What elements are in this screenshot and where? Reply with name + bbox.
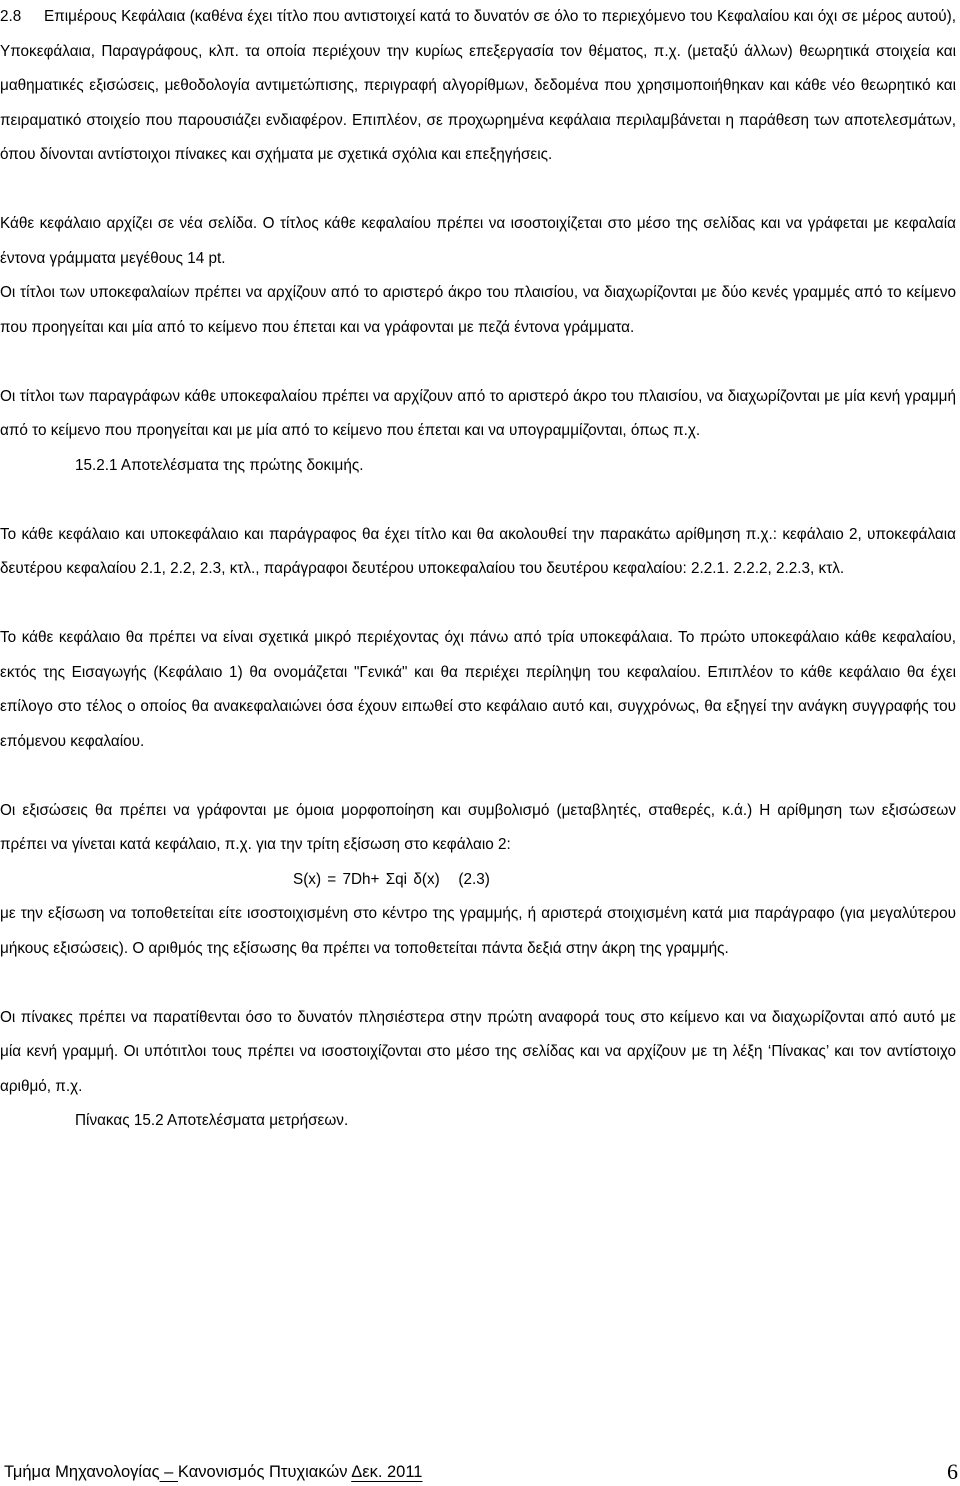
footer-regulation: Κανονισμός Πτυχιακών bbox=[177, 1463, 348, 1481]
section-2-8 bbox=[0, 0, 956, 173]
paragraph-title-example: 15.2.1 Αποτελέσματα της πρώτης δοκιμής. bbox=[75, 456, 364, 474]
footer-date: Δεκ. 2011 bbox=[351, 1463, 423, 1481]
footer-text bbox=[4, 1460, 422, 1484]
paragraph-equations: Οι εξισώσεις θα πρέπει να γράφονται με όμοια μορφοποίηση και συμβολισμό (μεταβλητές, σταθερές, κ.ά.) Η αρίθμηση των εξισώσεων πρέπει να γίνεται κατά κεφάλαιο, π.χ. για την τρίτη εξίσωση στο κεφάλαιο 2: bbox=[0, 801, 956, 853]
footer-department: Τμήμα Μηχανολογίας bbox=[4, 1463, 160, 1481]
section-number: 2.8 bbox=[0, 8, 22, 25]
page-number: 6 bbox=[947, 1459, 958, 1484]
paragraph-chapter-page: Κάθε κεφάλαιο αρχίζει σε νέα σελίδα. Ο τίτλος κάθε κεφαλαίου πρέπει να ισοστοιχίζεται στο μέσο της σελίδας και να γράφεται με κεφαλαία έντονα γράμματα μεγέθους 14 pt. bbox=[0, 215, 956, 267]
paragraph-equation-placement: με την εξίσωση να τοποθετείται είτε ισοστοιχισμένη στο κέντρο της γραμμής, ή αριστερά στοιχισμένη κατά μια παράγραφο (για μεγαλύτερου μήκους εξισώσεις). Ο αριθμός της εξίσωσης θα πρέπει να τοποθετείται πάντα δεξιά στην άκρη της γραμμής. bbox=[0, 905, 956, 957]
table-caption-example: Πίνακας 15.2 Αποτελέσματα μετρήσεων. bbox=[75, 1112, 349, 1129]
paragraph-paragraph-titles: Οι τίτλοι των παραγράφων κάθε υποκεφαλαίου πρέπει να αρχίζουν από το αριστερό άκρο του πλαισίου, να διαχωρίζονται με μία κενή γραμμή από το κείμενο που προηγείται και με μία από το κείμενο που έπεται και να υπογραμμίζονται, όπως π.χ. bbox=[0, 387, 956, 439]
section-text: Επιμέρους Κεφάλαια (καθένα έχει τίτλο που αντιστοιχεί κατά το δυνατόν σε όλο το περιεχόμενο του Κεφαλαίου και όχι σε μέρος αυτού), Υποκεφάλαια, Παραγράφους, κλπ. τα οποία περιέχουν την κυρίως επεξεργασία τον θέματος, π.χ. (μεταξύ άλλων) θεωρητικά στοιχεία και μαθηματικές εξισώσεις, μεθοδολογία αντιμετώπισης, περιγραφή αλγορίθμων, δεδομένα που χρησιμοποιήθηκαν και κάθε νέο θεωρητικό και πειραματικό στοιχείο που παρουσιάζει ενδιαφέρον. Επιπλέον, σε προχωρημένα κεφάλαια περιλαμβάνεται η παράθεση των αποτελεσμάτων, όπου δίνονται αντίστοιχοι πίνακες και σχήματα με σχετικά σχόλια και επεξηγήσεις. bbox=[0, 8, 956, 163]
paragraph-subchapter-titles: Οι τίτλοι των υποκεφαλαίων πρέπει να αρχίζουν από το αριστερό άκρο του πλαισίου, να διαχωρίζονται με δύο κενές γραμμές από το κείμενο που προηγείται και μία από το κείμενο που έπεται και να γράφονται με πεζά έντονα γράμματα. bbox=[0, 284, 956, 336]
paragraph-numbering: Το κάθε κεφάλαιο και υποκεφάλαιο και παράγραφος θα έχει τίτλο και θα ακολουθεί την παρακάτω αρίθμηση π.χ.: κεφάλαιο 2, υποκεφάλαια δευτέρου κεφαλαίου 2.1, 2.2, 2.3, κτλ., παράγραφοι δευτέρου υποκεφαλαίου του δευτέρου κεφαλαίου: 2.2.1. 2.2.2, 2.2.3, κτλ. bbox=[0, 525, 956, 577]
page-footer bbox=[4, 1460, 958, 1484]
equation-example: S(x) = 7Dh+ Σqi δ(x) (2.3) bbox=[293, 870, 490, 888]
paragraph-chapter-length: Το κάθε κεφάλαιο θα πρέπει να είναι σχετικά μικρό περιέχοντας όχι πάνω από τρία υποκεφάλαια. Το πρώτο υποκεφάλαιο κάθε κεφαλαίου, εκτός της Εισαγωγής (Κεφάλαιο 1) θα ονομάζεται "Γενικά" και θα περιέχει περίληψη του κεφαλαίου. Επιπλέον το κάθε κεφάλαιο θα έχει επίλογο στο τέλος ο οποίος θα ανακεφαλαιώνει όσα έχουν ειπωθεί στο κεφάλαιο αυτό και, συγχρόνως, θα εξηγεί την ανάγκη συγγραφής του επόμενου κεφαλαίου. bbox=[0, 629, 956, 750]
footer-dash: – bbox=[159, 1463, 178, 1481]
paragraph-tables: Οι πίνακες πρέπει να παρατίθενται όσο το δυνατόν πλησιέστερα στην πρώτη αναφορά τους στο κείμενο και να διαχωρίζονται από αυτό με μία κενή γραμμή. Οι υπότιτλοι τους πρέπει να ισοστοιχίζονται στο μέσο της σελίδας και να αρχίζουν με τη λέξη ‘Πίνακας’ και τον αντίστοιχο αριθμό, π.χ. bbox=[0, 1008, 956, 1095]
